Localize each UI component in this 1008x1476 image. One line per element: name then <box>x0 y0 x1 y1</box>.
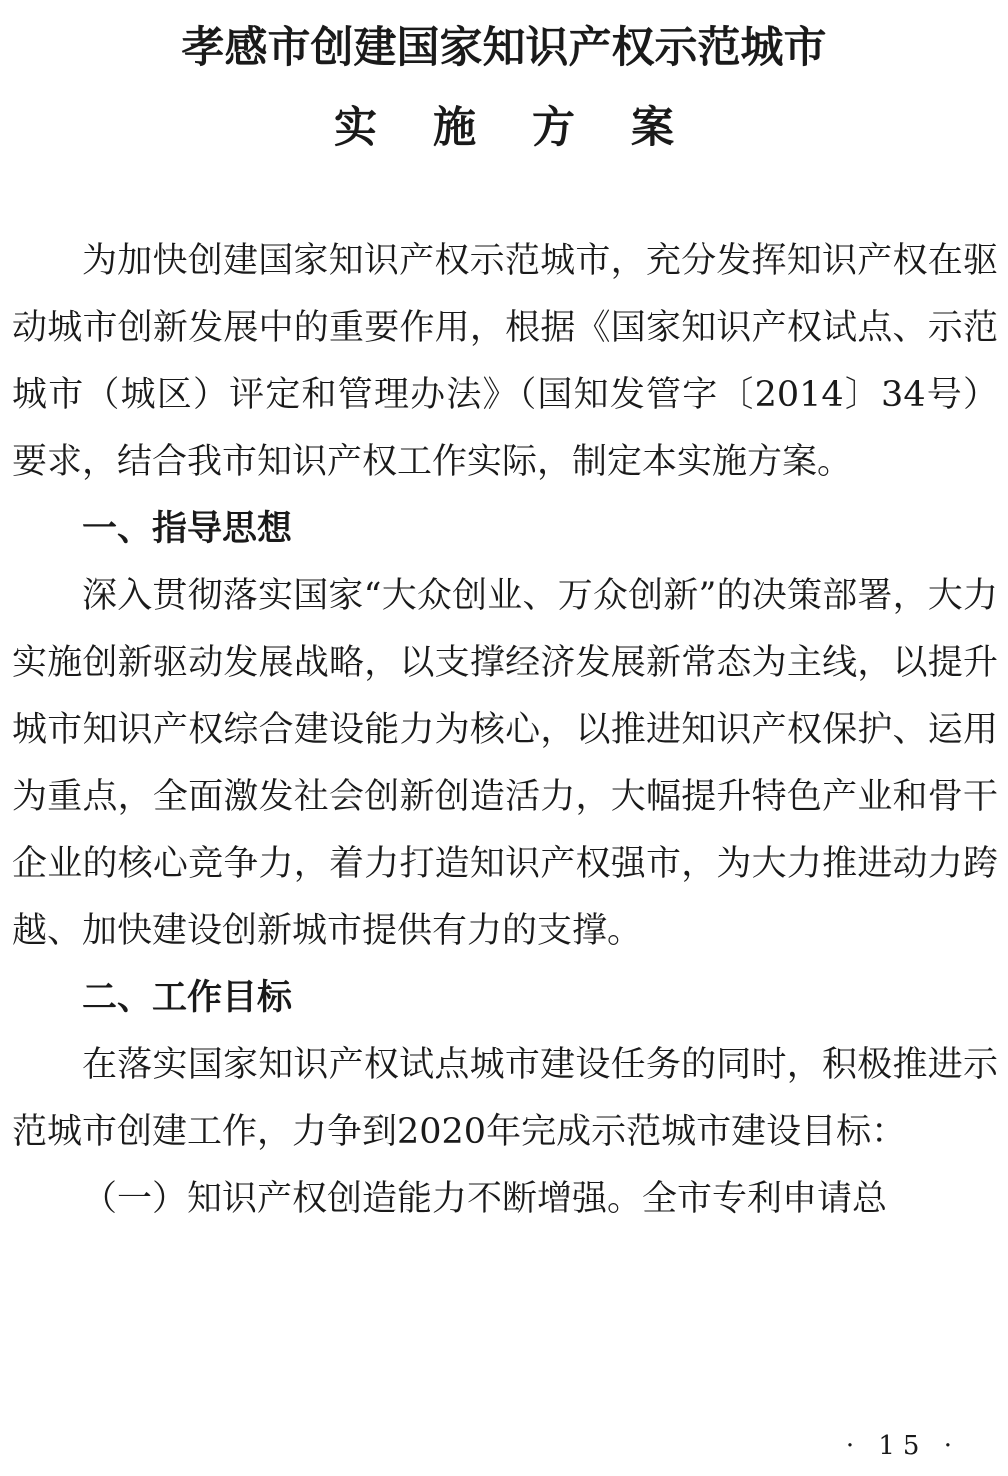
document-subtitle: 实施方案 <box>334 103 730 153</box>
section-heading-2: 二、工作目标 <box>82 978 293 1018</box>
document-body <box>12 228 998 1233</box>
section-heading-1: 一、指导思想 <box>82 509 293 549</box>
paragraph-goal-item-1: （一）知识产权创造能力不断增强。全市专利申请总 <box>82 1179 888 1219</box>
paragraph-goals: 在落实国家知识产权试点城市建设任务的同时，积极推进示范城市创建工作，力争到2020年完成示范城市建设目标： <box>12 1045 998 1152</box>
page-number: · 15 · <box>845 1431 960 1461</box>
paragraph-guiding: 深入贯彻落实国家“大众创业、万众创新”的决策部署，大力实施创新驱动发展战略，以支撑经济发展新常态为主线，以提升城市知识产权综合建设能力为核心，以推进知识产权保护、运用为重点，全面激发社会创新创造活力，大幅提升特色产业和骨干企业的核心竞争力，着力打造知识产权强市，为大力推进动力跨越、加快建设创新城市提供有力的支撑。 <box>12 576 998 951</box>
paragraph-intro: 为加快创建国家知识产权示范城市，充分发挥知识产权在驱动城市创新发展中的重要作用，根据《国家知识产权试点、示范城市（城区）评定和管理办法》（国知发管字〔2014〕34号）要求，结合我市知识产权工作实际，制定本实施方案。 <box>12 241 998 482</box>
document-title: 孝感市创建国家知识产权示范城市 <box>181 23 827 73</box>
